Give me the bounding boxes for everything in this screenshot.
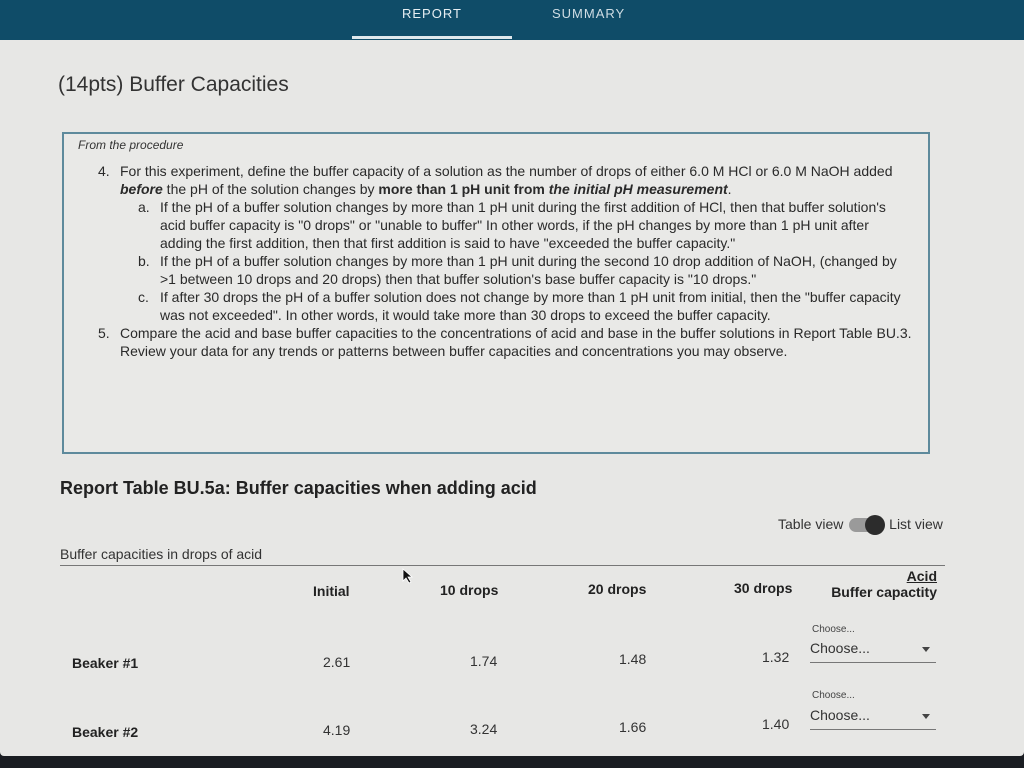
acid-header-line2: Buffer capactity <box>831 584 937 600</box>
view-toggle[interactable] <box>778 516 943 532</box>
procedure-item-4b <box>84 252 914 288</box>
procedure-text <box>84 162 914 360</box>
table-divider <box>60 565 945 566</box>
toggle-knob <box>865 515 885 535</box>
procedure-item-4a <box>84 198 914 252</box>
select-hint: Choose... <box>812 690 855 701</box>
cell-beaker1-initial: 2.61 <box>323 654 351 670</box>
item-4a-text: If the pH of a buffer solution changes by more than 1 pH unit during the first addition of HCl, then that buffer solution's acid buffer capacity is "0 drops" or "unable to buffer" In other words, if the pH changes by more than 1 pH unit after adding the first addition, then that first addition is said to have "exceeded the buffer capacity." <box>160 199 886 251</box>
col-header-acid-buffer <box>828 568 937 600</box>
cell-beaker1-30-drops: 1.32 <box>762 649 790 665</box>
sub-item-letter: c. <box>138 289 149 305</box>
procedure-caption: From the procedure <box>78 138 184 152</box>
table-view-label[interactable]: Table view <box>778 516 844 532</box>
sub-item-letter: a. <box>138 199 150 215</box>
cell-beaker1-10-drops: 1.74 <box>470 653 498 669</box>
chevron-down-icon <box>922 647 930 652</box>
item-4c-text: If after 30 drops the pH of a buffer solution does not change by more than 1 pH unit from initial, then the "buffer capacity was not exceeded". In other words, it would take more than 30 drops to exceed the buffer capacity. <box>160 289 901 323</box>
page-title: (14pts) Buffer Capacities <box>58 73 289 96</box>
tab-summary[interactable]: SUMMARY <box>552 6 626 21</box>
item-number: 4. <box>98 163 110 179</box>
col-header-30-drops: 30 drops <box>734 580 793 596</box>
chevron-down-icon <box>922 714 930 719</box>
sub-item-letter: b. <box>138 253 150 269</box>
row-label-beaker-2: Beaker #2 <box>72 724 139 740</box>
acid-capacity-select-beaker-2[interactable] <box>810 707 936 730</box>
top-nav-bar <box>0 0 1024 40</box>
procedure-item-5 <box>84 324 914 360</box>
procedure-item-4 <box>84 162 914 198</box>
procedure-box <box>62 132 930 454</box>
col-header-initial: Initial <box>313 583 350 599</box>
procedure-item-4c <box>84 288 914 324</box>
item-4b-text: If the pH of a buffer solution changes by more than 1 pH unit during the second 10 drop addition of NaOH, (changed by >1 between 10 drops and 20 drops) then that buffer solution's base buffer capacity is "10 drops." <box>160 253 897 287</box>
row-label-beaker-1: Beaker #1 <box>72 655 139 671</box>
select-hint: Choose... <box>812 624 855 635</box>
acid-capacity-select-beaker-1[interactable] <box>810 640 936 663</box>
view-toggle-switch[interactable] <box>849 518 883 532</box>
item-number: 5. <box>98 325 110 341</box>
col-header-10-drops: 10 drops <box>440 582 499 598</box>
select-value: Choose... <box>810 707 870 723</box>
report-table-title: Report Table BU.5a: Buffer capacities when adding acid <box>60 478 537 498</box>
tab-report[interactable]: REPORT <box>402 6 462 21</box>
mouse-cursor-icon <box>402 568 414 584</box>
acid-header-line1: Acid <box>906 568 937 584</box>
report-page <box>0 40 1024 756</box>
list-view-label[interactable]: List view <box>889 516 943 532</box>
active-tab-indicator <box>352 36 512 39</box>
cell-beaker2-30-drops: 1.40 <box>762 716 790 732</box>
cell-beaker1-20-drops: 1.48 <box>619 651 647 667</box>
cell-beaker2-initial: 4.19 <box>323 722 351 738</box>
item-4-text: For this experiment, define the buffer capacity of a solution as the number of drops of either 6.0 M HCl or 6.0 M NaOH added before the pH of the solution changes by more than 1 pH unit from the initial pH measurement. <box>120 163 893 197</box>
col-header-20-drops: 20 drops <box>588 581 647 597</box>
cell-beaker2-10-drops: 3.24 <box>470 721 498 737</box>
select-value: Choose... <box>810 640 870 656</box>
table-caption: Buffer capacities in drops of acid <box>60 546 263 562</box>
cell-beaker2-20-drops: 1.66 <box>619 719 647 735</box>
item-5-text: Compare the acid and base buffer capacities to the concentrations of acid and base in the buffer solutions in Report Table BU.3. Review your data for any trends or patterns between buffer capacities and concentrations you may observe. <box>120 325 912 359</box>
